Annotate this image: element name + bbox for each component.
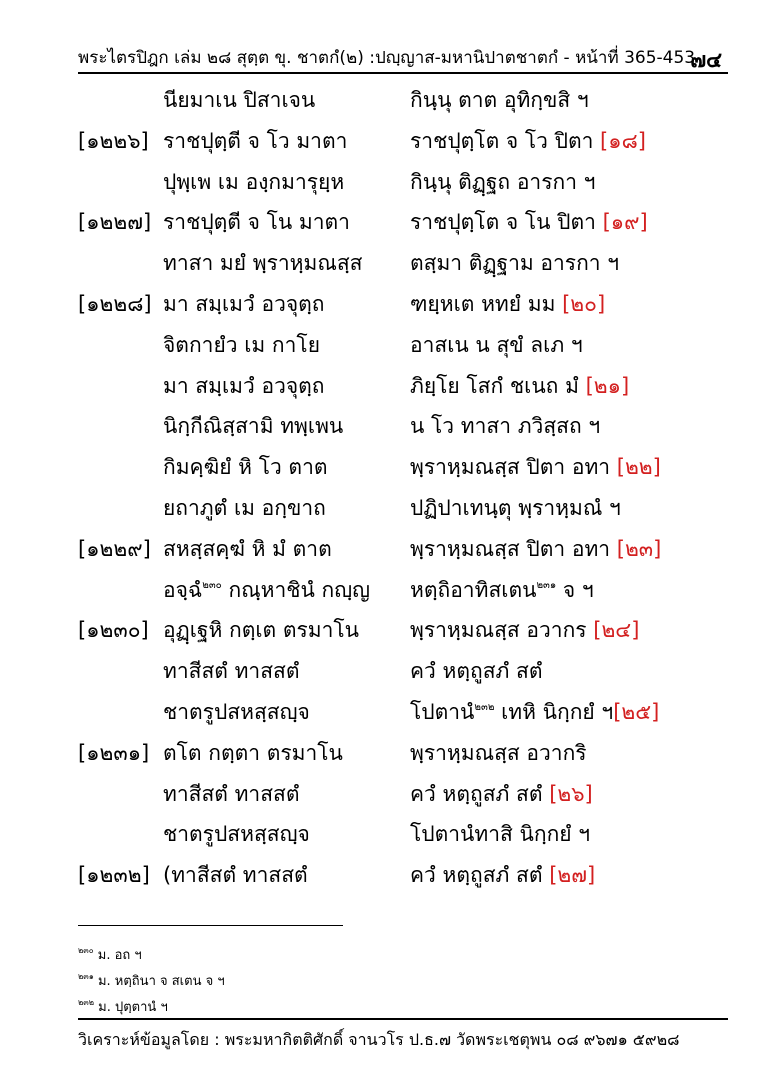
verse-right: ฑยฺหเต หทยํ มม [๒๐]	[410, 292, 606, 316]
footnote-text: ม. อถ ฯ	[93, 948, 142, 963]
verse-number: [๑๒๓๒]	[78, 863, 150, 888]
page-header	[78, 40, 728, 74]
verse-row	[0, 80, 770, 120]
verse-right: ราชปุตฺโต จ โว ปิตา [๑๘]	[410, 128, 646, 153]
verse-left: ชาตรูปสหสฺสญฺจ	[163, 822, 310, 847]
footnote-mark: ๒๓๒	[78, 998, 95, 1007]
verse-left: ปุพฺเพ เม องฺกมารุยฺห	[163, 169, 345, 194]
verse-row	[0, 121, 770, 161]
verse-row	[0, 610, 770, 650]
verse-number: [๑๒๓๐]	[78, 618, 149, 643]
verse-left: ยถาภูตํ เม อกฺขาถ	[163, 496, 326, 520]
verse-row	[0, 570, 770, 610]
verse-row	[0, 814, 770, 854]
verse-left: สหสฺสคฺฆํ หิ มํ ตาต	[163, 536, 332, 561]
verse-left: ทาสีสตํ ทาสสตํ	[163, 659, 300, 684]
verse-left: มา สมฺเมวํ อวจุตฺถ	[163, 292, 325, 316]
verse-reference: [๒๐]	[562, 292, 606, 316]
verse-reference: [๑๙]	[602, 210, 648, 235]
verse-row	[0, 162, 770, 202]
verse-right: กินฺนุ ตาต อุทิกฺขสิ ฯ	[410, 88, 589, 112]
footnote	[78, 996, 168, 1017]
verse-left: (ทาสีสตํ ทาสสตํ	[163, 863, 308, 888]
verse-row	[0, 651, 770, 691]
footnote-mark: ๒๓๒	[474, 702, 495, 713]
footnote-mark: ๒๓๐	[78, 946, 94, 955]
verse-right: ปฏิปาเทนฺตุ พฺราหฺมณํ ฯ	[410, 496, 621, 520]
verse-number: [๑๒๒๗]	[78, 210, 152, 235]
verse-left: กิมคฺฆิยํ หิ โว ตาต	[163, 455, 328, 480]
verse-row	[0, 325, 770, 365]
verse-right: ควํ หตฺถูสภํ สตํ	[410, 659, 543, 684]
verse-left: ชาตรูปสหสฺสญฺจ	[163, 700, 310, 724]
footnote-mark: ๒๓๑	[536, 579, 557, 591]
verse-reference: [๒๗]	[549, 863, 596, 888]
verse-row	[0, 488, 770, 528]
verse-number: [๑๒๒๖]	[78, 128, 149, 153]
verse-row	[0, 243, 770, 283]
verse-right: อาสเน น สุขํ ลเภ ฯ	[410, 332, 583, 357]
page-number: ๗๔	[690, 48, 722, 72]
verse-right: กินฺนุ ติฏฺฐถ อารกา ฯ	[410, 169, 596, 194]
verse-left: ตโต กตฺตา ตรมาโน	[163, 740, 343, 765]
footnote-text: ม. หตฺถินา จ สเตน จ ฯ	[93, 974, 225, 989]
verse-reference: [๒๔]	[593, 618, 640, 643]
verse-left: ทาสา มยํ พฺราหฺมณสฺส	[163, 251, 363, 276]
verse-left: ราชปุตฺตี จ โว มาตา	[163, 128, 348, 153]
verse-row	[0, 692, 770, 732]
verse-number: [๑๒๒๙]	[78, 536, 151, 561]
verse-right: พฺราหฺมณสฺส ปิตา อทา [๒๓]	[410, 536, 662, 561]
verse-right: หตฺถิอาทิสเตน$^{๒๓๑}$ จ ฯ	[410, 577, 594, 602]
verse-right: ภิยฺโย โสกํ ชเนถ มํ [๒๑]	[410, 373, 630, 398]
verse-reference: [๒๕]	[613, 700, 660, 724]
header-title: พระไตรปิฎก เล่ม ๒๘ สุตฺต ขุ. ชาตกํ(๒) :ปญฺญาส-มหานิปาตชาตกํ - หน้าที่ 365-453	[78, 48, 696, 68]
footnote-mark: ๒๓๐	[202, 579, 222, 591]
footnote	[78, 970, 225, 991]
verse-reference: [๒๒]	[616, 455, 661, 480]
verse-row	[0, 855, 770, 895]
verse-left: มา สมฺเมวํ อวจุตฺถ	[163, 373, 325, 398]
verse-reference: [๑๘]	[600, 128, 646, 153]
footnote-mark: ๒๓๑	[78, 972, 94, 981]
footnote	[78, 944, 142, 965]
page-footer	[78, 1018, 728, 1060]
verse-left: อจฺฉํ$^{๒๓๐}$ กณฺหาชินํ กญฺญ	[163, 577, 371, 602]
verse-right: โปตานํทาสิ นิกฺกยํ ฯ	[410, 822, 591, 847]
verse-right: ราชปุตฺโต จ โน ปิตา [๑๙]	[410, 210, 648, 235]
verse-right: ควํ หตฺถูสภํ สตํ [๒๗]	[410, 863, 596, 888]
verse-row	[0, 366, 770, 406]
verse-row	[0, 284, 770, 324]
verse-row	[0, 733, 770, 773]
verse-right: พฺราหฺมณสฺส อวากริ	[410, 740, 587, 765]
verse-number: [๑๒๓๑]	[78, 740, 150, 765]
verse-right: ควํ หตฺถูสภํ สตํ [๒๖]	[410, 781, 593, 806]
verse-reference: [๒๖]	[549, 781, 593, 806]
verse-left: ราชปุตฺตี จ โน มาตา	[163, 210, 350, 235]
verse-row	[0, 529, 770, 569]
verse-reference: [๒๑]	[585, 373, 630, 398]
verse-right: ตสฺมา ติฏฺฐาม อารกา ฯ	[410, 251, 620, 276]
verse-row	[0, 406, 770, 446]
verse-left: นิกฺกีณิสฺสามิ ทพฺเพน	[163, 414, 344, 439]
verse-row	[0, 447, 770, 487]
verse-right: พฺราหฺมณสฺส อวากร [๒๔]	[410, 618, 640, 643]
footnote-divider	[78, 925, 343, 926]
verse-right: โปตานํ$^{๒๓๒}$ เทหิ นิกฺกยํ ฯ[๒๕]	[410, 700, 660, 724]
footer-text: วิเคราะห์ข้อมูลโดย : พระมหากิตติศักดิ์ จานวโร ป.ธ.๗ วัดพระเชตุพน ๐๘ ๙๖๗๑ ๕๙๒๘	[78, 1030, 680, 1049]
verse-left: นียมาเน ปิสาเจน	[163, 88, 316, 112]
verse-row	[0, 202, 770, 242]
footnote-text: ม. ปุตฺตานํ ฯ	[94, 1000, 168, 1015]
verse-right: น โว ทาสา ภวิสฺสถ ฯ	[410, 414, 601, 439]
verse-left: ทาสีสตํ ทาสสตํ	[163, 781, 300, 806]
verse-left: จิตกายํว เม กาโย	[163, 332, 321, 357]
verse-row	[0, 774, 770, 814]
verse-reference: [๒๓]	[616, 536, 662, 561]
verse-right: พฺราหฺมณสฺส ปิตา อทา [๒๒]	[410, 455, 661, 480]
verse-number: [๑๒๒๘]	[78, 292, 152, 316]
verse-left: อุฏฺเฐหิ กตฺเต ตรมาโน	[163, 618, 360, 643]
